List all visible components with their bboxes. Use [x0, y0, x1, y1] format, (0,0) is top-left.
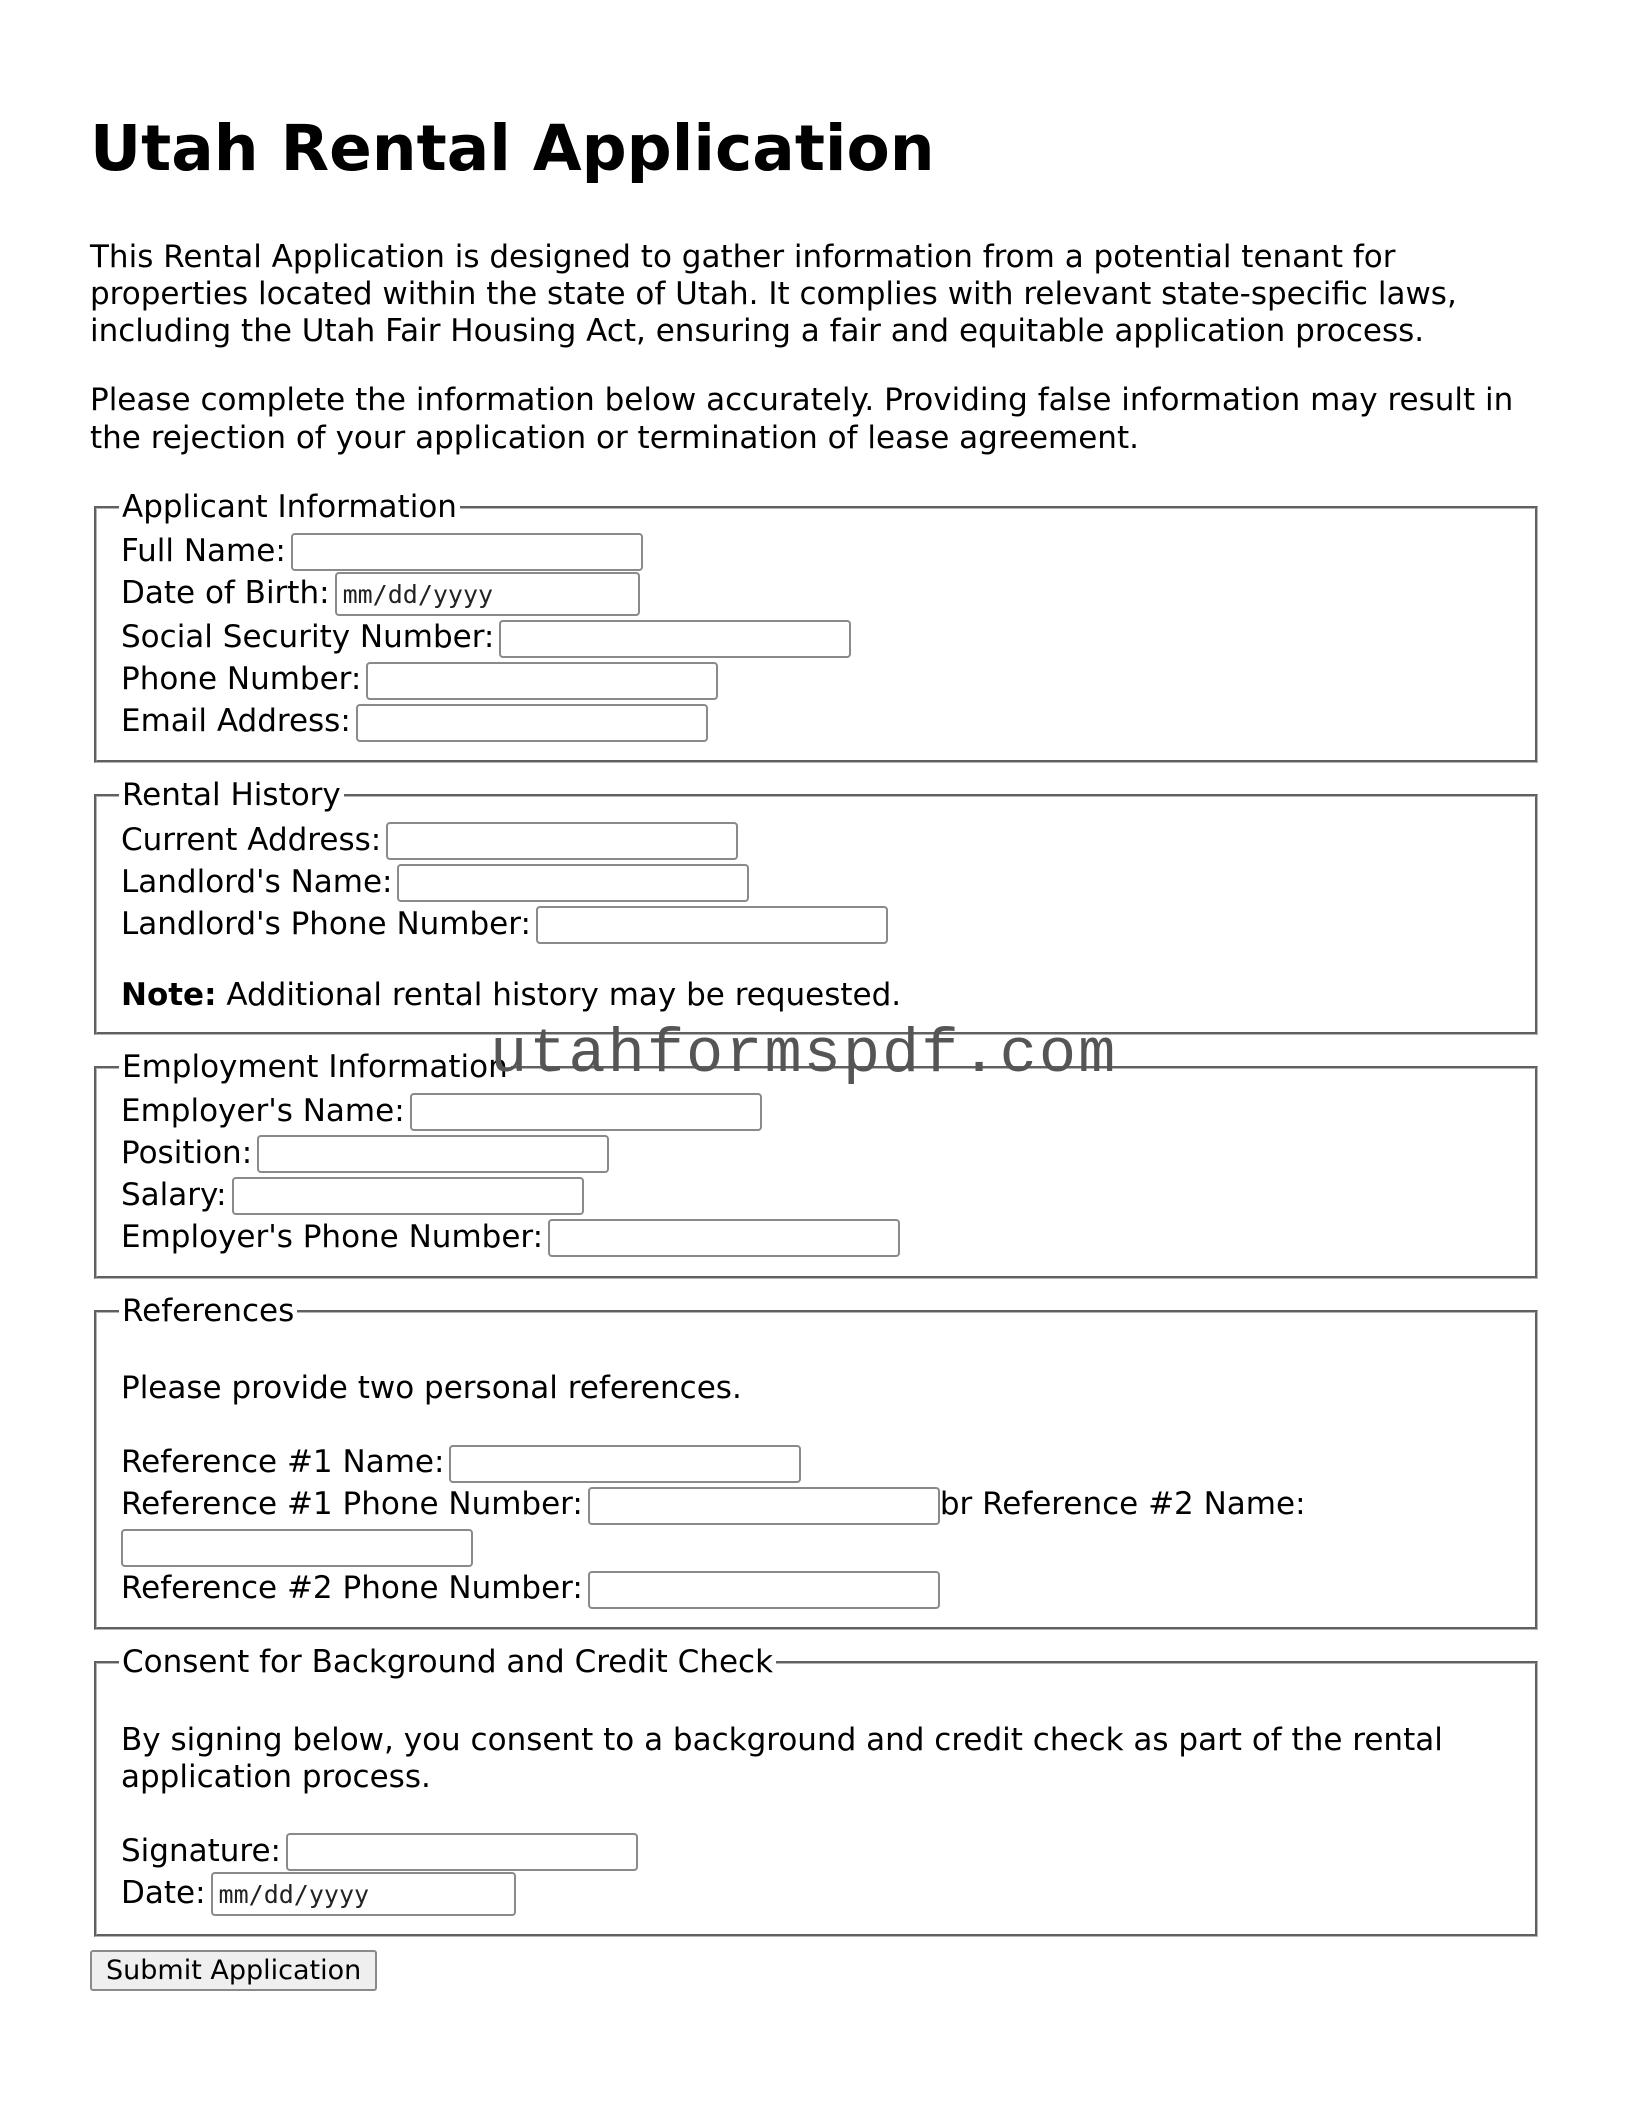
- page-title: Utah Rental Application: [90, 112, 935, 185]
- reference-1-name-label: Reference #1 Name:: [121, 1444, 445, 1481]
- reference-1-phone-input[interactable]: [588, 1487, 940, 1525]
- email-address-input[interactable]: [356, 704, 708, 742]
- note-label: Note:: [121, 976, 217, 1013]
- note-text: Additional rental history may be requested.: [216, 976, 902, 1013]
- salary-input[interactable]: [232, 1177, 584, 1215]
- phone-number-label: Phone Number:: [121, 661, 362, 698]
- date-of-birth-input[interactable]: [335, 572, 640, 616]
- date-input[interactable]: [211, 1872, 516, 1916]
- employer-name-label: Employer's Name:: [121, 1092, 405, 1129]
- employer-name-input[interactable]: [410, 1093, 762, 1131]
- date-label: Date:: [121, 1874, 206, 1911]
- consent-text: By signing below, you consent to a background and credit check as part of the rental application process.: [121, 1721, 1443, 1795]
- intro-paragraph-2: Please complete the information below accurately. Providing false information may result in the rejection of your application or termination of lease agreement.: [90, 382, 1514, 456]
- reference-2-phone-input[interactable]: [588, 1571, 940, 1609]
- reference-1-phone-label: Reference #1 Phone Number:: [121, 1486, 583, 1523]
- applicant-information-section: [94, 489, 1538, 764]
- employer-phone-label: Employer's Phone Number:: [121, 1218, 544, 1255]
- employment-information-legend: Employment Information: [122, 1048, 508, 1085]
- reference-2-name-input[interactable]: [121, 1529, 473, 1567]
- consent-legend: Consent for Background and Credit Check: [122, 1644, 774, 1681]
- salary-label: Salary:: [121, 1176, 227, 1213]
- position-input[interactable]: [257, 1135, 609, 1173]
- current-address-input[interactable]: [386, 822, 738, 860]
- rental-history-note: [121, 977, 1511, 1014]
- ssn-label: Social Security Number:: [121, 619, 495, 656]
- position-label: Position:: [121, 1134, 253, 1171]
- landlord-name-label: Landlord's Name:: [121, 863, 393, 900]
- landlord-phone-input[interactable]: [536, 906, 888, 944]
- landlord-phone-label: Landlord's Phone Number:: [121, 905, 531, 942]
- rental-history-legend: Rental History: [122, 777, 341, 814]
- reference-2-name-label: br Reference #2 Name:: [939, 1486, 1306, 1523]
- references-instructions: Please provide two personal references.: [121, 1370, 742, 1407]
- full-name-input[interactable]: [291, 533, 643, 571]
- consent-section: [94, 1644, 1538, 1937]
- employer-phone-input[interactable]: [548, 1219, 900, 1257]
- reference-1-name-input[interactable]: [449, 1445, 801, 1483]
- ssn-input[interactable]: [499, 620, 851, 658]
- reference-2-phone-label: Reference #2 Phone Number:: [121, 1570, 583, 1607]
- submit-application-button[interactable]: Submit Application: [90, 1950, 377, 1991]
- date-of-birth-label: Date of Birth:: [121, 574, 330, 611]
- references-legend: References: [122, 1292, 295, 1329]
- rental-history-section: [94, 777, 1538, 1034]
- applicant-information-legend: Applicant Information: [122, 488, 457, 525]
- references-section: [94, 1293, 1538, 1630]
- email-address-label: Email Address:: [121, 703, 351, 740]
- phone-number-input[interactable]: [366, 662, 718, 700]
- signature-label: Signature:: [121, 1832, 281, 1869]
- signature-input[interactable]: [286, 1833, 638, 1871]
- full-name-label: Full Name:: [121, 532, 286, 569]
- intro-paragraph-1: This Rental Application is designed to gather information from a potential tenant for properties located within the state of Utah. It complies with relevant state-specific laws, including the Utah Fair Housing Act, ensuring a fair and equitable application process.: [90, 238, 1457, 350]
- current-address-label: Current Address:: [121, 821, 382, 858]
- landlord-name-input[interactable]: [397, 864, 749, 902]
- watermark: utahformspdf.com: [490, 1019, 1118, 1090]
